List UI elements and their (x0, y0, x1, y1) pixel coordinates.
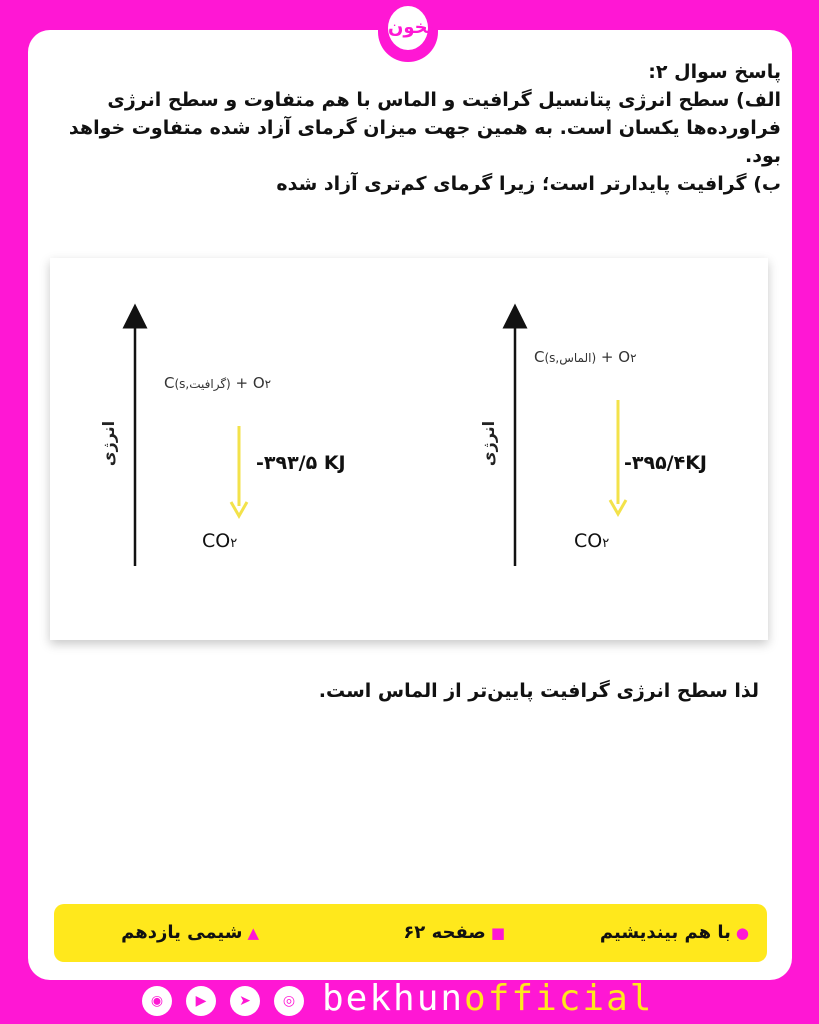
graphite-axis-label: انرژی (99, 420, 119, 467)
graphite-product: CO۲ (202, 530, 238, 552)
conclusion-text: لذا سطح انرژی گرافیت پایین‌تر از الماس است. (318, 680, 759, 702)
instagram-icon[interactable]: ◎ (274, 986, 304, 1016)
diamond-enthalpy: -۳۹۵/۴KJ (624, 452, 708, 474)
social-bar (142, 978, 702, 1019)
energy-diagram (50, 258, 768, 640)
brand-handle[interactable]: bekhunofficial (322, 978, 654, 1019)
answer-text (61, 58, 781, 198)
diamond-reactant: C(s,الماس) + O۲ (534, 348, 637, 366)
answer-part-a: الف) سطح انرژی پتانسیل گرافیت و الماس با هم متفاوت و سطح انرژی فراورده‌ها یکسان است. به همین جهت میزان گرمای آزاد شده متفاوت خواهد بود. (68, 89, 781, 167)
graphite-reactant: C(s,گرافیت) + O۲ (164, 374, 272, 392)
book-icon: ■ (490, 924, 505, 942)
brand-logo: بخون (388, 6, 428, 50)
footer-page: ■صفحه ۶۲ (403, 922, 505, 943)
diamond-axis-label: انرژی (479, 420, 499, 467)
graphite-enthalpy: -۳۹۳/۵ KJ (256, 452, 346, 474)
person-icon: ● (735, 924, 749, 942)
answer-title: پاسخ سوال ۲: (648, 61, 781, 83)
footer-section: ●با هم بیندیشیم (599, 922, 749, 943)
telegram-icon[interactable]: ➤ (230, 986, 260, 1016)
aparat-icon[interactable]: ◉ (142, 986, 172, 1016)
diamond-product: CO۲ (574, 530, 610, 552)
footer-subject: ▲شیمی یازدهم (121, 922, 259, 943)
diagram-graphics (50, 258, 768, 640)
youtube-icon[interactable]: ▶ (186, 986, 216, 1016)
answer-part-b: ب) گرافیت پایدارتر است؛ زیرا گرمای کم‌تری آزاد شده (276, 173, 781, 195)
footer-bar (54, 904, 767, 962)
graduation-icon: ▲ (247, 924, 259, 942)
